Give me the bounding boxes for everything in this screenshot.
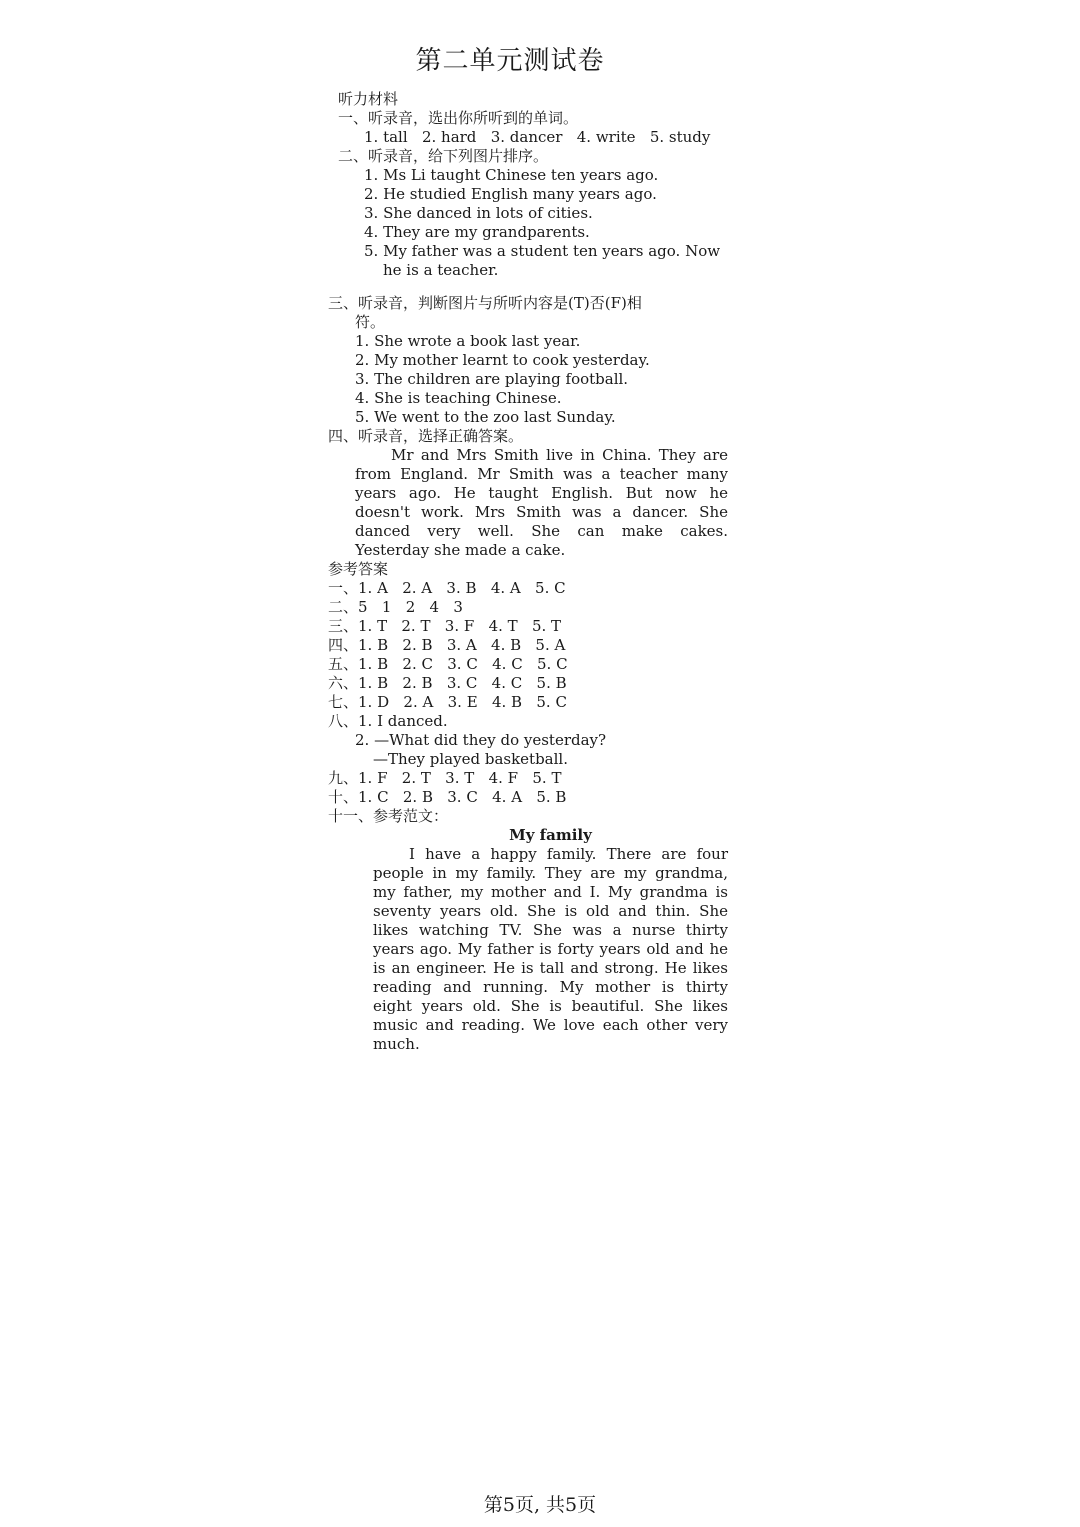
answer-row: 六、1. B 2. B 3. C 4. C 5. B bbox=[328, 674, 567, 692]
section-3-heading: 三、听录音，判断图片与所听内容是(T)否(F)相 bbox=[328, 294, 642, 312]
section-2-item: 3. She danced in lots of cities. bbox=[364, 204, 593, 222]
answer-row: 四、1. B 2. B 3. A 4. B 5. A bbox=[328, 636, 566, 654]
answer-row: 三、1. T 2. T 3. F 4. T 5. T bbox=[328, 617, 562, 635]
section-2-item-continuation: he is a teacher. bbox=[383, 261, 499, 279]
answer-eleven-heading: 十一、参考范文： bbox=[328, 807, 449, 825]
answer-eight-2-reply: —They played basketball. bbox=[373, 750, 568, 768]
section-3-item: 3. The children are playing football. bbox=[355, 370, 629, 388]
section-2-item: 5. My father was a student ten years ago. Now bbox=[364, 242, 721, 260]
answer-row: 九、1. F 2. T 3. T 4. F 5. T bbox=[328, 769, 562, 787]
answer-row: 八、1. I danced. bbox=[328, 712, 448, 730]
section-2-item: 2. He studied English many years ago. bbox=[364, 185, 657, 203]
answer-row: 一、1. A 2. A 3. B 4. A 5. C bbox=[328, 579, 566, 597]
document-body bbox=[328, 90, 728, 1054]
section-4-heading: 四、听录音，选择正确答案。 bbox=[328, 427, 524, 445]
section-3-heading-continuation: 符。 bbox=[355, 313, 386, 331]
page-footer: 第5页, 共5页 bbox=[483, 1494, 597, 1516]
section-3-item: 1. She wrote a book last year. bbox=[355, 332, 581, 350]
answer-row: 十、1. C 2. B 3. C 4. A 5. B bbox=[328, 788, 567, 806]
section-2-item: 4. They are my grandparents. bbox=[364, 223, 590, 241]
section-3-item: 2. My mother learnt to cook yesterday. bbox=[355, 351, 650, 369]
answer-row: 五、1. B 2. C 3. C 4. C 5. C bbox=[328, 655, 568, 673]
section-1-heading: 一、听录音，选出你所听到的单词。 bbox=[338, 109, 579, 127]
listening-materials-heading: 听力材料 bbox=[338, 90, 399, 108]
section-2-heading: 二、听录音，给下列图片排序。 bbox=[338, 147, 549, 165]
essay-body: I have a happy family. There are four people in my family. They are my grandma, my father, my mother and I. My grandma is seventy years old. She is old and thin. She likes watching TV. She was a nurse thirty years ago. My father is forty years old and he is an engineer. He is tall and strong. He likes reading and running. My mother is thirty eight years old. She is beautiful. She likes music and reading. We love each other very much. bbox=[373, 845, 728, 1053]
section-4-passage: Mr and Mrs Smith live in China. They are from England. Mr Smith was a teacher many years ago. He taught English. But now he doesn't work. Mrs Smith was a dancer. She danced very well. She can make cakes. Yesterday she made a cake. bbox=[355, 446, 728, 559]
section-2-item: 1. Ms Li taught Chinese ten years ago. bbox=[364, 166, 659, 184]
page-title: 第二单元测试卷 bbox=[415, 46, 605, 76]
answer-row: 二、5 1 2 4 3 bbox=[328, 598, 463, 616]
answer-eight-2-question: 2. —What did they do yesterday? bbox=[355, 731, 607, 749]
essay-title: My family bbox=[509, 826, 592, 844]
answers-heading: 参考答案 bbox=[328, 560, 389, 578]
section-1-words: 1. tall 2. hard 3. dancer 4. write 5. study bbox=[364, 128, 711, 146]
answer-row: 七、1. D 2. A 3. E 4. B 5. C bbox=[328, 693, 567, 711]
section-3-item: 5. We went to the zoo last Sunday. bbox=[355, 408, 616, 426]
section-3-item: 4. She is teaching Chinese. bbox=[355, 389, 562, 407]
